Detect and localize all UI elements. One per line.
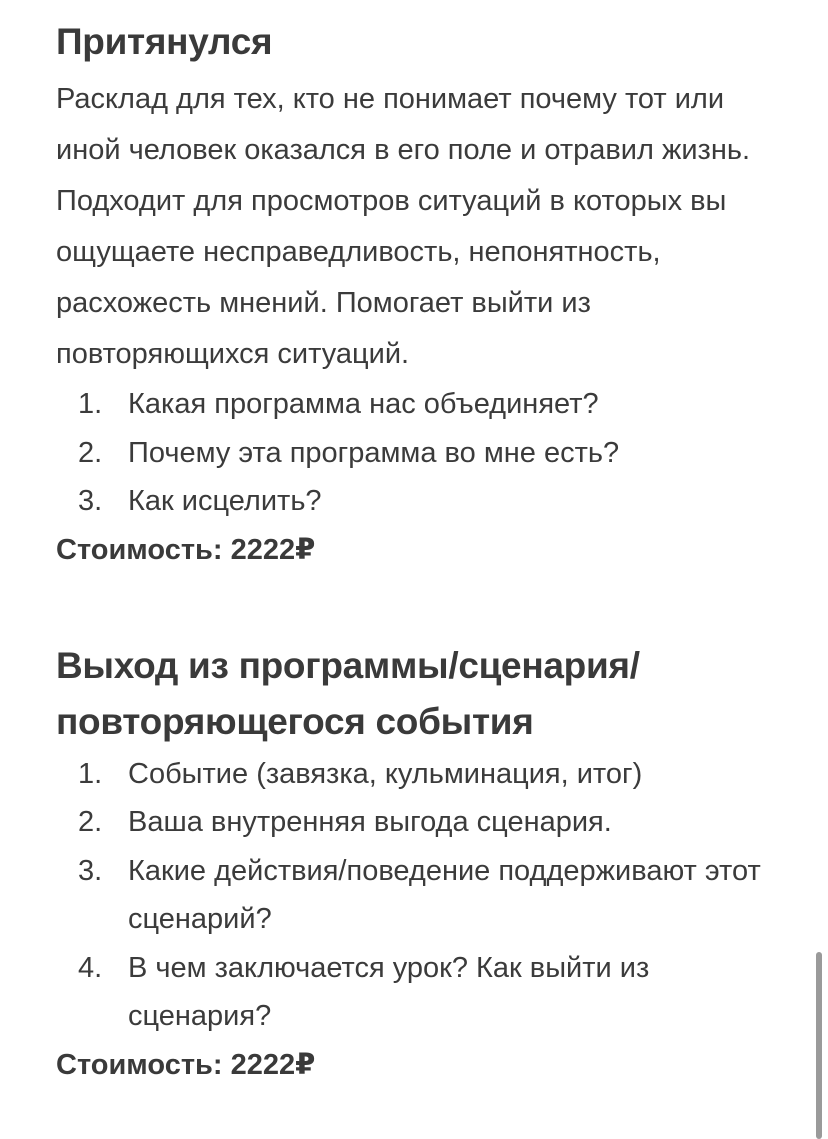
list-number: 1. (78, 757, 103, 790)
list-number: 2. (78, 436, 103, 469)
list-number: 2. (78, 806, 103, 838)
list-item (56, 944, 796, 1041)
section-pritianulsia (56, 14, 796, 574)
list-item-text: В чем заключается урок? Как выйти из сценария? (128, 951, 650, 1032)
list-item (56, 798, 796, 847)
list-item-text: Ваша внутренняя выгода сценария. (128, 806, 612, 838)
section-description: Расклад для тех, кто не понимает почему тот или иной человек оказался в его поле и отравил жизнь. Подходит для просмотров ситуаций в которых вы ощущаете несправедливость, непонятность, расхожесть мнений. Помогает выйти из повторяющихся ситуаций. (56, 83, 751, 370)
list-number: 4. (78, 951, 103, 984)
steps-list (56, 750, 796, 1041)
section-title: Притянулся (56, 21, 273, 62)
list-item-text: Как исцелить? (128, 485, 322, 517)
list-item-text: Почему эта программа во мне есть? (128, 436, 620, 469)
price-label: Стоимость: 2222₽ (56, 533, 316, 566)
steps-list (56, 380, 796, 526)
list-number: 1. (78, 388, 103, 420)
section-exit-program (56, 638, 796, 1089)
list-number: 3. (78, 485, 103, 517)
vertical-scrollbar[interactable] (816, 952, 822, 1139)
list-item-text: Какая программа нас объединяет? (128, 388, 599, 420)
list-item (56, 847, 796, 944)
section-title: Выход из программы/сценария/ повторяющегося события (56, 644, 640, 742)
price-label: Стоимость: 2222₽ (56, 1048, 316, 1081)
list-item (56, 380, 796, 429)
list-item-text: Какие действия/поведение поддерживают этот сценарий? (128, 854, 761, 935)
list-item (56, 750, 796, 799)
list-item-text: Событие (завязка, кульминация, итог) (128, 757, 643, 790)
list-item (56, 477, 796, 526)
document-content (56, 14, 796, 1089)
list-item (56, 429, 796, 478)
list-number: 3. (78, 854, 103, 887)
